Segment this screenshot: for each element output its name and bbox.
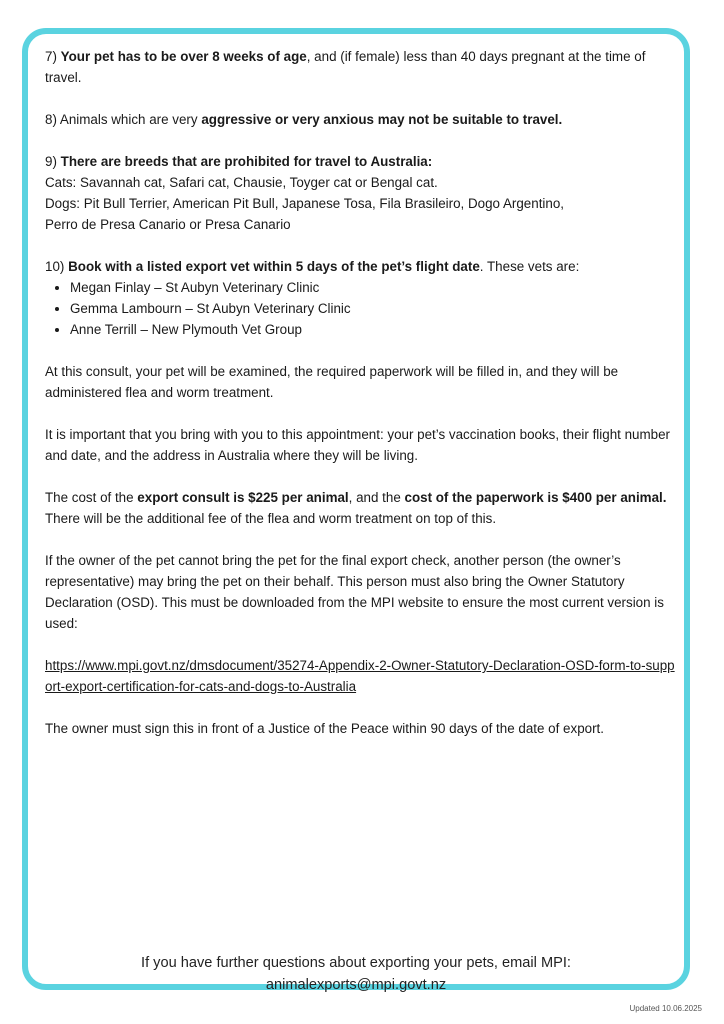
consult-cost: export consult is $225 per animal — [137, 490, 349, 505]
cost-paragraph — [45, 487, 675, 529]
contact-email[interactable]: animalexports@mpi.govt.nz — [265, 977, 447, 993]
cost-text: , and the — [348, 490, 405, 505]
item-8-text: Animals which are very — [59, 112, 202, 127]
document-body — [45, 46, 675, 760]
item-number: 10) — [45, 259, 65, 274]
representative-paragraph: If the owner of the pet cannot bring the pet for the final export check, another person (the owner’s representative) may bring the pet on their behalf. This person must also bring the Owner Statutory Declaration (OSD). This must be downloaded from the MPI website to ensure the most current version is used: — [45, 553, 664, 631]
paperwork-cost: cost of the paperwork is $400 per animal. — [404, 490, 667, 505]
item-7-text: , and (if female) less than 40 days pregnant at the time of travel. — [45, 49, 646, 85]
vet-list — [45, 277, 675, 340]
list-item: • Anne Terrill – New Plymouth Vet Group — [70, 319, 675, 340]
bring-paragraph: It is important that you bring with you to this appointment: your pet’s vaccination books, their flight number and date, and the address in Australia where they will be living. — [45, 427, 670, 463]
item-9 — [45, 151, 675, 235]
item-10-bold: Book with a listed export vet within 5 days of the pet’s flight date — [68, 259, 480, 274]
prohibited-dogs: Dogs: Pit Bull Terrier, American Pit Bull, Japanese Tosa, Fila Brasileiro, Dogo Argentino, Perro de Presa Canario or Presa Canario — [45, 196, 565, 232]
cost-text: There will be the additional fee of the flea and worm treatment on top of this. — [45, 511, 497, 526]
item-9-bold: There are breeds that are prohibited for travel to Australia: — [60, 154, 433, 169]
item-8 — [45, 109, 675, 130]
osd-download-link[interactable]: https://www.mpi.govt.nz/dmsdocument/35274-Appendix-2-Owner-Statutory-Declaration-OSD-form-to-support-export-certification-for-cats-and-dogs-to-Australia — [45, 658, 675, 694]
item-number: 7) — [45, 49, 57, 64]
item-number: 8) — [45, 112, 57, 127]
list-item: • Megan Finlay – St Aubyn Veterinary Clinic — [70, 277, 675, 298]
item-7 — [45, 46, 675, 88]
footer-text: If you have further questions about exporting your pets, email MPI: — [141, 955, 571, 971]
osd-link-paragraph — [45, 655, 675, 697]
item-10-text: . These vets are: — [479, 259, 580, 274]
updated-date: Updated 10.06.2025 — [629, 1004, 702, 1013]
footer-contact — [22, 952, 690, 996]
item-8-bold: aggressive or very anxious may not be suitable to travel. — [201, 112, 563, 127]
sign-paragraph: The owner must sign this in front of a Justice of the Peace within 90 days of the date of export. — [45, 721, 604, 736]
item-7-bold: Your pet has to be over 8 weeks of age — [60, 49, 307, 64]
item-10 — [45, 256, 675, 340]
consult-paragraph: At this consult, your pet will be examined, the required paperwork will be filled in, and they will be administered flea and worm treatment. — [45, 364, 619, 400]
prohibited-cats: Cats: Savannah cat, Safari cat, Chausie, Toyger cat or Bengal cat. — [45, 175, 438, 190]
list-item: • Gemma Lambourn – St Aubyn Veterinary Clinic — [70, 298, 675, 319]
item-number: 9) — [45, 154, 57, 169]
cost-text: The cost of the — [45, 490, 138, 505]
